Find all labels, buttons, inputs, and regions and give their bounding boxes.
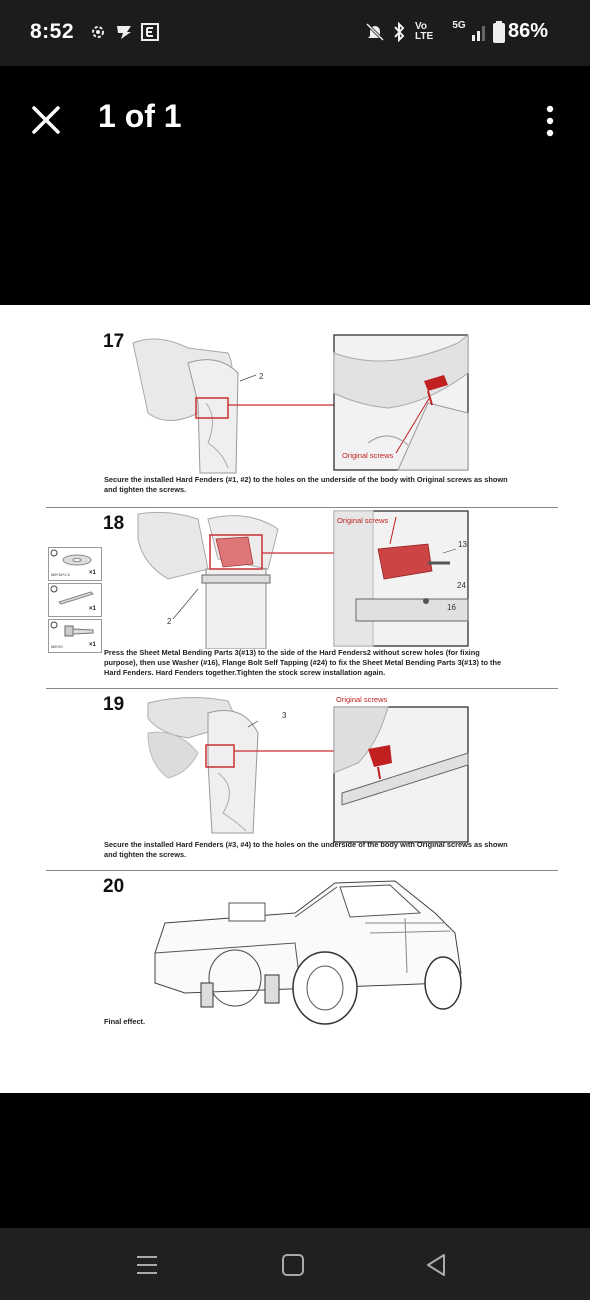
home-icon[interactable]: [280, 1250, 310, 1280]
step-20-caption: Final effect.: [104, 1017, 146, 1026]
part-washer: [48, 547, 102, 581]
settings-icon: [88, 20, 108, 44]
step-19-caption: Secure the installed Hard Fenders (#3, #4) to the holes on the underside of the body with Original screws as shown and tighten the screws.: [104, 840, 508, 859]
step-divider: [46, 507, 558, 508]
mute-icon: [364, 20, 386, 44]
system-nav-bar: [0, 1228, 590, 1300]
back-icon[interactable]: [422, 1250, 452, 1280]
step-18-illustration: [128, 509, 548, 649]
battery-icon: [492, 20, 506, 44]
step-18-callout-2: 2: [167, 617, 172, 626]
step-18-callout-13: 13: [458, 540, 467, 549]
bluetooth-icon: [391, 20, 407, 44]
viewer-app-bar: [0, 66, 590, 305]
step-19-number: 19: [103, 694, 125, 715]
part-bracket-qty: ×1: [89, 606, 96, 612]
part-washer-qty: ×1: [89, 570, 96, 576]
part-bolt: [48, 619, 102, 653]
step-19-callout-original-screws: Original screws: [336, 695, 388, 704]
step-divider: [46, 688, 558, 689]
recents-icon[interactable]: [132, 1250, 162, 1280]
step-18-callout-original-screws: Original screws: [337, 516, 389, 525]
step-18-callout-16: 16: [447, 603, 456, 612]
part-bolt-qty: ×1: [89, 642, 96, 648]
part-bolt-spec: M6*20: [51, 644, 63, 649]
step-17-caption: Secure the installed Hard Fenders (#1, #2) to the holes on the underside of the body with Original screws as shown and tighten the screws.: [104, 475, 508, 494]
signal-icon: [470, 20, 488, 44]
step-19-callout-3: 3: [282, 711, 287, 720]
flash-icon: [114, 20, 134, 44]
close-icon[interactable]: [28, 102, 64, 138]
step-17-number: 17: [103, 331, 125, 352]
step-17-illustration: [128, 333, 548, 478]
truck-final-illustration: [145, 873, 475, 1033]
network-type: 5G: [452, 20, 466, 31]
step-18-number: 18: [103, 513, 125, 534]
step-18-caption: Press the Sheet Metal Bending Parts 3(#13) to the side of the Hard Fenders2 without screw holes (for fixing purpose), then use Washer (#16), Flange Bolt Self Tapping (#24) to fix the Sheet Metal Bending Parts 3(#13) to the Hard Fenders. Hard Fenders together.Tighten the stock screw installation again.: [104, 648, 502, 677]
part-bracket: [48, 583, 102, 617]
step-17-callout-2: 2: [259, 372, 264, 381]
step-19-illustration: [128, 693, 548, 843]
battery-percent: 86%: [508, 20, 549, 42]
network-label: Vo LTE: [415, 21, 434, 42]
status-time: 8:52: [30, 20, 75, 43]
step-18-callout-24: 24: [457, 581, 466, 590]
part-washer-spec: M6*16*1.5: [51, 572, 70, 577]
page-counter-title: 1 of 1: [98, 98, 182, 134]
step-20-number: 20: [103, 876, 125, 897]
e-icon: [140, 20, 160, 44]
status-bar: [0, 0, 590, 66]
step-divider: [46, 870, 558, 871]
step-17-callout-original-screws: Original screws: [342, 451, 394, 460]
instruction-document[interactable]: [0, 305, 590, 1093]
more-vert-icon[interactable]: [536, 104, 564, 138]
